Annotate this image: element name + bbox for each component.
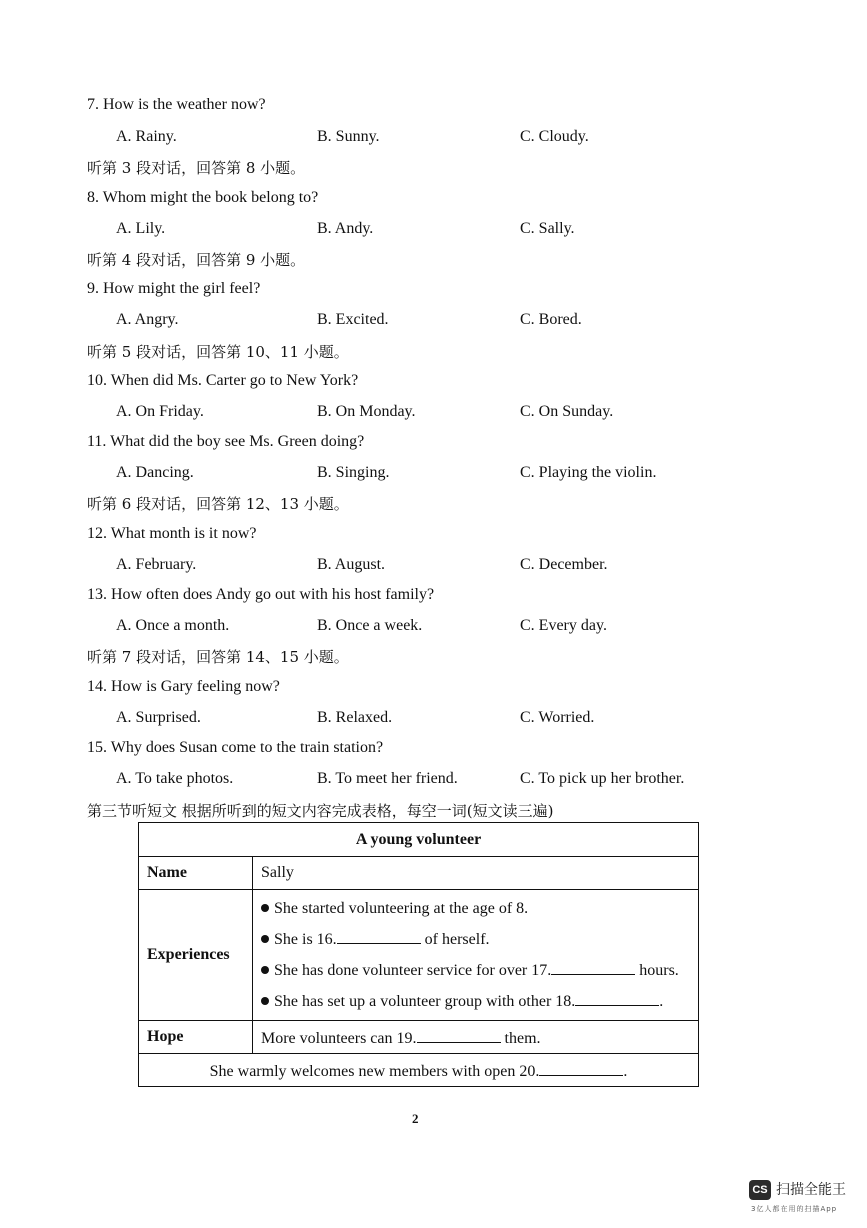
question-9: 9. How might the girl feel? (87, 280, 261, 297)
q11-option-a: A. Dancing. (116, 464, 194, 481)
section-dialogue-4: 听第 4 段对话，回答第 9 小题。 (87, 251, 306, 269)
experiences-cell (253, 890, 699, 1021)
q12-option-b: B. August. (317, 556, 386, 573)
answer-blank-20[interactable] (539, 1060, 623, 1076)
experience-item-1 (261, 893, 698, 924)
q12-option-c: C. December. (520, 556, 608, 573)
bullet-icon (261, 904, 269, 912)
q7-option-c: C. Cloudy. (520, 128, 589, 145)
question-14: 14. How is Gary feeling now? (87, 678, 280, 695)
question-8: 8. Whom might the book belong to? (87, 189, 319, 206)
q13-option-b: B. Once a week. (317, 617, 423, 634)
volunteer-table (138, 822, 699, 1087)
experience-text-3: She has done volunteer service for over 17. (274, 962, 552, 979)
q9-option-a: A. Angry. (116, 311, 179, 328)
experience-text-1: She started volunteering at the age of 8. (274, 900, 529, 917)
answer-blank-17[interactable] (551, 959, 635, 975)
camscanner-logo-icon: CS (749, 1180, 771, 1200)
section-dialogue-5: 听第 5 段对话，回答第 10、11 小题。 (87, 343, 349, 361)
hope-text: More volunteers can 19. (261, 1029, 417, 1047)
experience-text-4: She has set up a volunteer group with other 18. (274, 993, 576, 1010)
q11-option-b: B. Singing. (317, 464, 390, 481)
question-10: 10. When did Ms. Carter go to New York? (87, 372, 359, 389)
q10-option-c: C. On Sunday. (520, 403, 614, 420)
q14-option-b: B. Relaxed. (317, 709, 393, 726)
q15-option-a: A. To take photos. (116, 770, 234, 787)
q15-option-b: B. To meet her friend. (317, 770, 458, 787)
experience-item-3 (261, 955, 698, 986)
q8-option-b: B. Andy. (317, 220, 374, 237)
q10-option-a: A. On Friday. (116, 403, 204, 420)
q7-option-a: A. Rainy. (116, 128, 177, 145)
section-dialogue-7: 听第 7 段对话，回答第 14、15 小题。 (87, 648, 349, 666)
experience-text-4-end: . (659, 993, 664, 1010)
q14-option-c: C. Worried. (520, 709, 595, 726)
q9-option-c: C. Bored. (520, 311, 582, 328)
bullet-icon (261, 935, 269, 943)
question-13: 13. How often does Andy go out with his host family? (87, 586, 435, 603)
q13-option-a: A. Once a month. (116, 617, 230, 634)
name-label: Name (139, 857, 253, 890)
question-11: 11. What did the boy see Ms. Green doing? (87, 433, 365, 450)
q13-option-c: C. Every day. (520, 617, 607, 634)
closing-row (139, 1054, 699, 1087)
q14-option-a: A. Surprised. (116, 709, 201, 726)
answer-blank-16[interactable] (337, 928, 421, 944)
hope-text-end: them. (504, 1029, 541, 1047)
q10-option-b: B. On Monday. (317, 403, 416, 420)
question-12: 12. What month is it now? (87, 525, 257, 542)
answer-blank-18[interactable] (575, 990, 659, 1006)
experience-text-2: She is 16. (274, 931, 337, 948)
q9-option-b: B. Excited. (317, 311, 389, 328)
table-title: A young volunteer (139, 823, 699, 857)
question-7: 7. How is the weather now? (87, 96, 266, 113)
experiences-label: Experiences (139, 890, 253, 1021)
watermark-brand: 扫描全能王 (776, 1182, 846, 1198)
q8-option-c: C. Sally. (520, 220, 575, 237)
q15-option-c: C. To pick up her brother. (520, 770, 685, 787)
bullet-icon (261, 966, 269, 974)
experience-text-3-end: hours. (639, 962, 679, 979)
section-part-3-heading: 第三节听短文 根据所听到的短文内容完成表格，每空一词(短文读三遍) (87, 802, 554, 820)
experience-text-2-end: of herself. (424, 931, 490, 948)
bullet-icon (261, 997, 269, 1005)
section-dialogue-3: 听第 3 段对话，回答第 8 小题。 (87, 159, 306, 177)
name-value: Sally (253, 857, 699, 890)
closing-text-end: . (623, 1062, 628, 1080)
answer-blank-19[interactable] (417, 1027, 501, 1043)
q7-option-b: B. Sunny. (317, 128, 380, 145)
q12-option-a: A. February. (116, 556, 197, 573)
question-15: 15. Why does Susan come to the train station? (87, 739, 384, 756)
page-number: 2 (412, 1111, 419, 1126)
q8-option-a: A. Lily. (116, 220, 166, 237)
q11-option-c: C. Playing the violin. (520, 464, 657, 481)
experience-item-2 (261, 924, 698, 955)
closing-text: She warmly welcomes new members with open 20. (209, 1062, 540, 1080)
hope-label: Hope (139, 1021, 253, 1054)
section-dialogue-6: 听第 6 段对话，回答第 12、13 小题。 (87, 495, 349, 513)
hope-value (253, 1021, 699, 1054)
experience-item-4 (261, 986, 698, 1017)
watermark-slogan: 3亿人都在用的扫描App (751, 1205, 838, 1213)
